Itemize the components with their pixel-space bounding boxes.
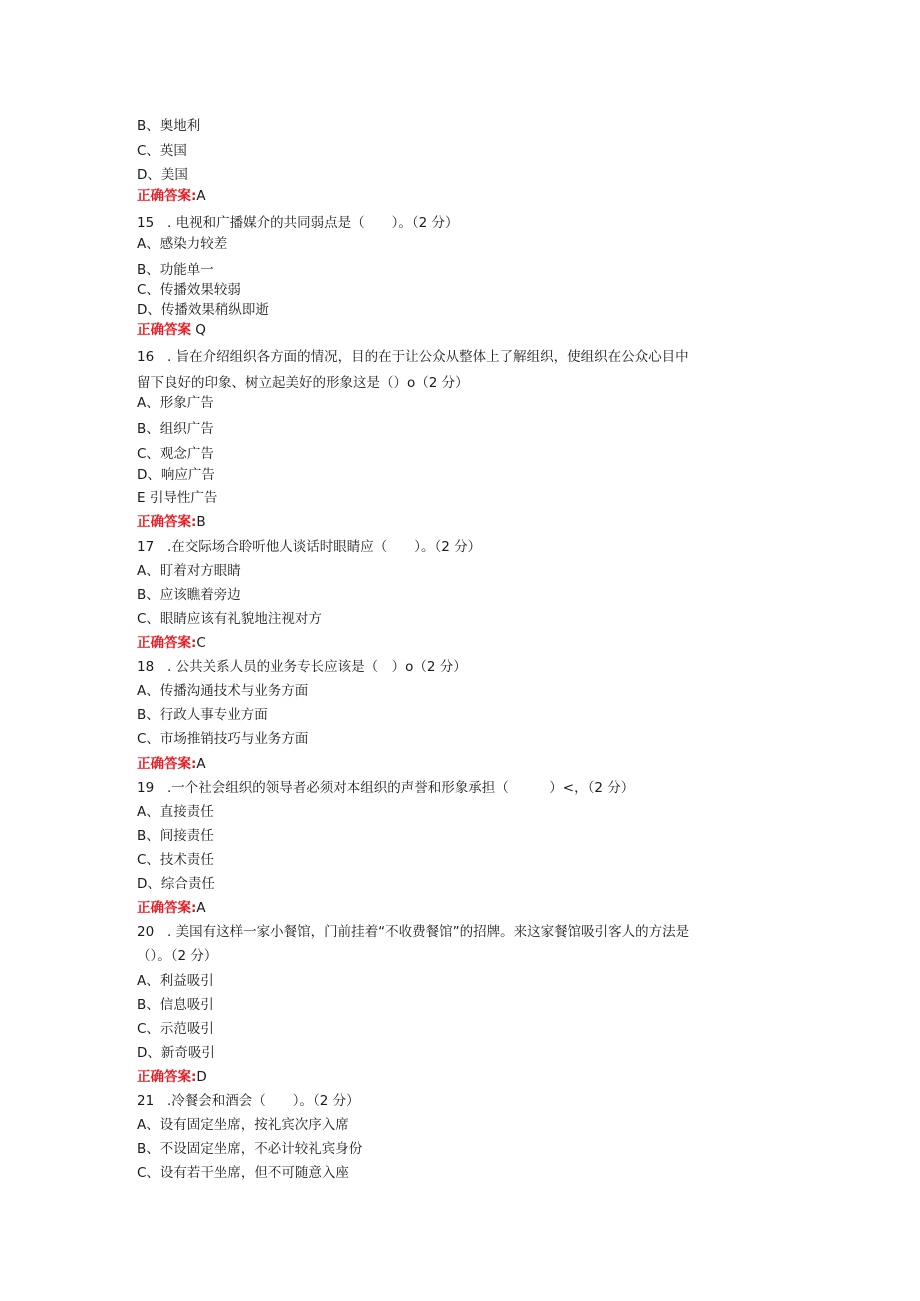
question-number: 19 — [137, 780, 155, 796]
question-stem — [137, 538, 481, 556]
option-line: C、市场推销技巧与业务方面 — [137, 731, 309, 747]
answer-label: 正确答案: — [137, 900, 197, 916]
question-number: 16 — [137, 349, 155, 365]
option-line: A、形象广告 — [137, 395, 214, 411]
question-stem — [137, 658, 467, 676]
question-number: 17 — [137, 539, 155, 555]
answer-line — [137, 187, 206, 205]
question-text: . 公共关系人员的业务专长应该是（ ）o（2 分） — [167, 659, 467, 675]
option-line: C、传播效果较弱 — [137, 282, 241, 298]
question-stem — [137, 923, 689, 941]
answer-value: A — [196, 188, 206, 204]
option-line: B、功能单一 — [137, 262, 214, 278]
question-text: . 美国有这样一家小餐馆，门前挂着“不收费餐馆”的招牌。来这家餐馆吸引客人的方法是 — [167, 924, 690, 940]
option-line: B、组织广告 — [137, 421, 214, 437]
question-text: .冷餐会和酒会（ ）。（2 分） — [167, 1093, 360, 1109]
option-line: A、感染力较差 — [137, 236, 228, 252]
question-stem — [137, 214, 458, 232]
option-line: C、英国 — [137, 143, 187, 159]
question-stem — [137, 1092, 360, 1110]
option-line: B、应该瞧着旁边 — [137, 587, 241, 603]
question-text: .在交际场合聆听他人谈话时眼睛应（ ）。（2 分） — [167, 539, 482, 555]
question-number: 15 — [137, 215, 155, 231]
question-stem — [137, 779, 634, 797]
option-line: E 引导性广告 — [137, 490, 218, 506]
option-line: A、传播沟通技术与业务方面 — [137, 683, 309, 699]
answer-value: Q — [195, 322, 206, 338]
answer-line — [137, 634, 206, 652]
answer-label: 正确答案: — [137, 188, 197, 204]
option-line: C、示范吸引 — [137, 1021, 214, 1037]
question-stem-continued: 留下良好的印象、树立起美好的形象这是（）o（2 分） — [137, 375, 469, 391]
answer-line — [137, 321, 206, 339]
option-line: B、不设固定坐席，不必计较礼宾身份 — [137, 1141, 363, 1157]
option-line: D、响应广告 — [137, 467, 215, 483]
answer-value: D — [196, 1069, 207, 1085]
option-line: A、盯着对方眼睛 — [137, 563, 241, 579]
option-line: B、奥地利 — [137, 118, 201, 134]
answer-label: 正确答案: — [137, 756, 197, 772]
question-text: . 旨在介绍组织各方面的情况，目的在于让公众从整体上了解组织，使组织在公众心目中 — [167, 349, 689, 365]
answer-line — [137, 513, 206, 531]
answer-label: 正确答案: — [137, 635, 197, 651]
option-line: B、间接责任 — [137, 828, 214, 844]
option-line: D、综合责任 — [137, 876, 215, 892]
question-number: 20 — [137, 924, 155, 940]
answer-value: A — [196, 756, 206, 772]
answer-value: A — [196, 900, 206, 916]
option-line: C、设有若干坐席，但不可随意入座 — [137, 1165, 349, 1181]
option-line: C、眼睛应该有礼貌地注视对方 — [137, 611, 322, 627]
answer-label: 正确答案: — [137, 1069, 197, 1085]
question-number: 21 — [137, 1093, 155, 1109]
option-line: A、设有固定坐席，按礼宾次序入席 — [137, 1117, 349, 1133]
answer-line — [137, 1068, 207, 1086]
option-line: B、行政人事专业方面 — [137, 707, 268, 723]
option-line: C、观念广告 — [137, 446, 214, 462]
option-line: D、新奇吸引 — [137, 1045, 215, 1061]
question-stem-continued: （）。（2 分） — [137, 948, 218, 964]
option-line: D、传播效果稍纵即逝 — [137, 302, 269, 318]
answer-value: C — [196, 635, 206, 651]
question-number: 18 — [137, 659, 155, 675]
question-text: . 电视和广播媒介的共同弱点是（ ）。（2 分） — [167, 215, 459, 231]
option-line: B、信息吸引 — [137, 997, 214, 1013]
answer-line — [137, 755, 206, 773]
option-line: C、技术责任 — [137, 852, 214, 868]
answer-value: B — [196, 514, 206, 530]
option-line: D、美国 — [137, 167, 188, 183]
answer-label: 正确答案 — [137, 322, 191, 338]
question-stem — [137, 348, 689, 366]
answer-label: 正确答案: — [137, 514, 197, 530]
answer-line — [137, 899, 206, 917]
option-line: A、利益吸引 — [137, 973, 214, 989]
question-text: .一个社会组织的领导者必须对本组织的声誉和形象承担（ ）<，（2 分） — [167, 780, 635, 796]
option-line: A、直接责任 — [137, 804, 214, 820]
